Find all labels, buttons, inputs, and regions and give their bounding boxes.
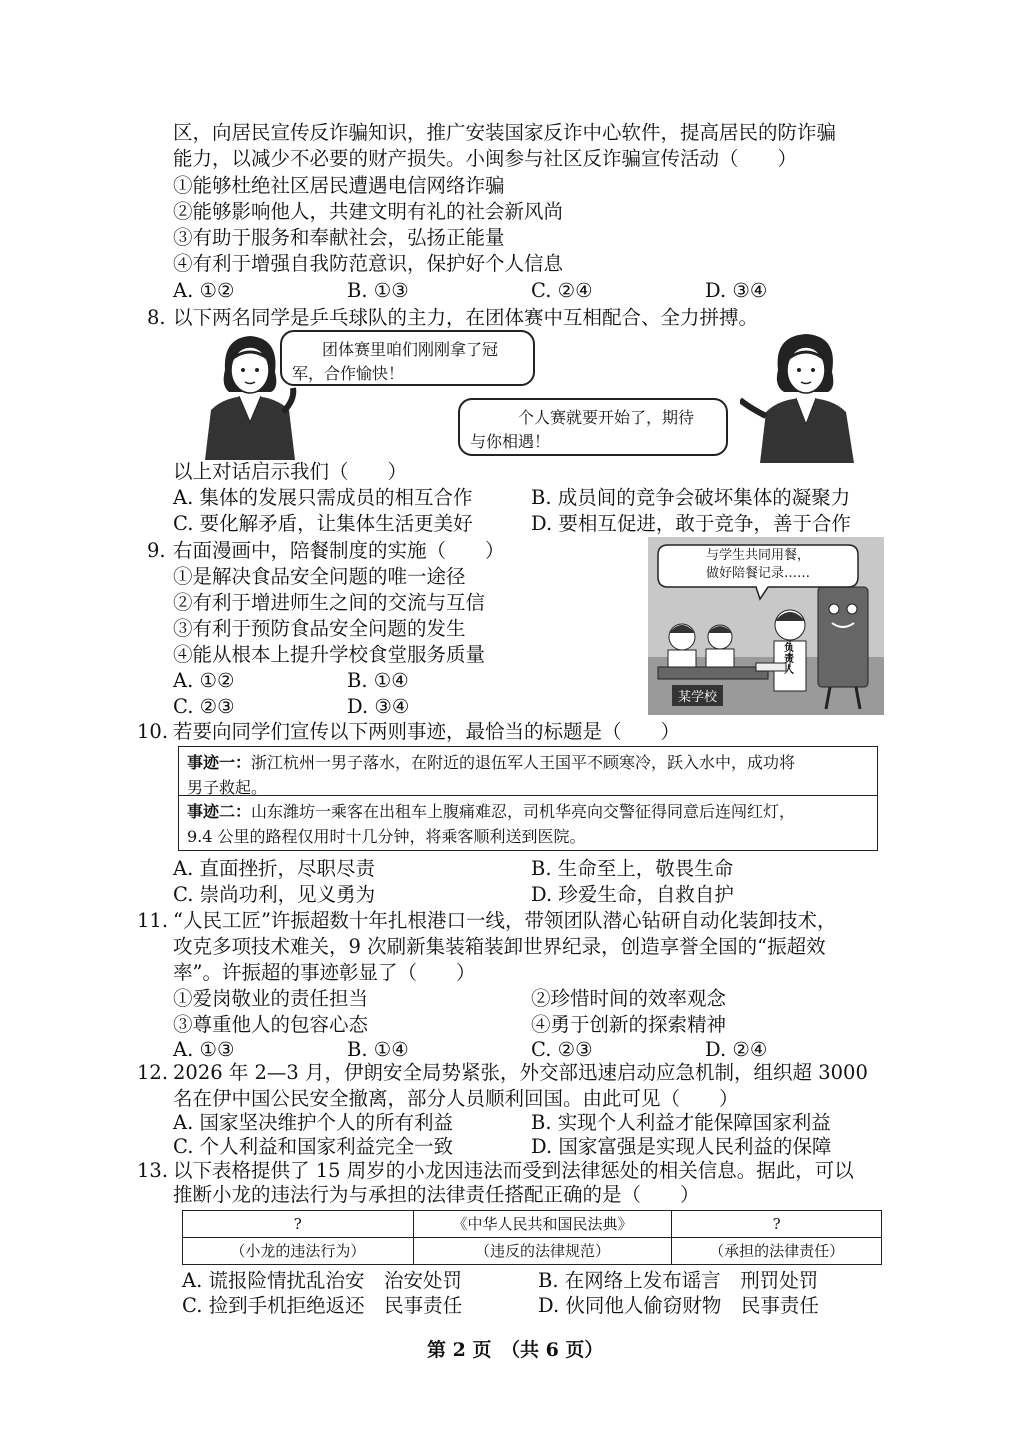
speech-bubble-left [280, 330, 535, 386]
q11-option-d: D. ②④ [705, 1038, 768, 1061]
q12-stem-line2: 名在伊中国公民安全撤离，部分人员顺利回国。由此可见（ ） [173, 1087, 739, 1110]
q12-option-d: D. 国家富强是实现人民利益的保障 [531, 1135, 832, 1158]
q13-option-a: A. 谎报险情扰乱治安 治安处罚 [182, 1269, 462, 1292]
q7-item-2: ②能够影响他人，共建文明有礼的社会新风尚 [173, 200, 564, 223]
cartoon-bubble-line1: 与学生共同用餐， [706, 548, 811, 563]
speech-bubble-right-line2: 与你相遇！ [470, 432, 551, 451]
q11-option-b: B. ①④ [347, 1038, 409, 1061]
q11-item-4: ④勇于创新的探索精神 [531, 1013, 727, 1036]
q12-option-c: C. 个人利益和国家利益完全一致 [173, 1135, 454, 1158]
q8-option-a: A. 集体的发展只需成员的相互合作 [173, 486, 473, 509]
q9-stem: 右面漫画中，陪餐制度的实施（ ） [173, 539, 505, 562]
story2-text-b: 9.4 公里的路程仅用时十几分钟，将乘客顺利送到医院。 [187, 827, 586, 846]
q8-number: 8. [147, 306, 166, 329]
q12-option-a: A. 国家坚决维护个人的所有利益 [173, 1111, 453, 1134]
table-cell: （违反的法律规范） [413, 1238, 672, 1265]
story2-label: 事迹二： [187, 802, 252, 821]
q10-stem: 若要向同学们宣传以下两则事迹，最恰当的标题是（ ） [173, 720, 681, 743]
story2-text-a: 山东潍坊一乘客在出租车上腹痛难忍，司机华亮向交警征得同意后连闯红灯， [251, 802, 796, 821]
table-row [183, 1211, 882, 1238]
q13-number: 13. [137, 1159, 169, 1182]
table-cell: （承担的法律责任） [672, 1238, 882, 1265]
q11-stem-line3: 率”。许振超的事迹彰显了（ ） [173, 961, 476, 984]
q8-option-b: B. 成员间的竞争会破坏集体的凝聚力 [531, 486, 851, 509]
q7-item-1: ①能够杜绝社区居民遭遇电信网络诈骗 [173, 174, 505, 197]
q9-item-4: ④能从根本上提升学校食堂服务质量 [173, 643, 486, 666]
q13-option-b: B. 在网络上发布谣言 刑罚处罚 [538, 1269, 819, 1292]
q9-number: 9. [147, 539, 166, 562]
story1-text-b: 男子救起。 [187, 778, 268, 797]
q10-number: 10. [137, 720, 169, 743]
q7-item-3: ③有助于服务和奉献社会，弘扬正能量 [173, 226, 505, 249]
table-cell: ? [183, 1211, 414, 1238]
q7-item-4: ④有利于增强自我防范意识，保护好个人信息 [173, 252, 564, 275]
q12-stem-line1: 2026 年 2—3 月，伊朗安全局势紧张，外交部迅速启动应急机制，组织超 3000 [173, 1061, 868, 1084]
q10-option-c: C. 崇尚功利，见义勇为 [173, 883, 376, 906]
q7-stem-line2: 能力，以减少不必要的财产损失。小闽参与社区反诈骗宣传活动（ ） [173, 147, 798, 170]
q9-option-b: B. ①④ [347, 669, 409, 692]
q9-item-1: ①是解决食品安全问题的唯一途径 [173, 565, 466, 588]
q11-item-3: ③尊重他人的包容心态 [173, 1013, 369, 1036]
q7-stem-line1: 区，向居民宣传反诈骗知识，推广安装国家反诈中心软件，提高居民的防诈骗 [173, 121, 837, 144]
q9-option-a: A. ①② [173, 669, 235, 692]
q13-option-c: C. 捡到手机拒绝返还 民事责任 [182, 1294, 463, 1317]
q8-stem: 以下两名同学是乒乓球队的主力，在团体赛中互相配合、全力拼搏。 [173, 306, 759, 329]
q11-option-a: A. ①③ [173, 1038, 235, 1061]
q13-info-table [182, 1210, 882, 1265]
q11-stem-line1: “人民工匠”许振超数十年扎根港口一线，带领团队潜心钻研自动化装卸技术， [173, 909, 837, 932]
story-box-2 [178, 795, 878, 851]
q10-option-a: A. 直面挫折，尽职尽责 [173, 857, 375, 880]
q7-option-d: D. ③④ [705, 279, 768, 302]
cartoon-tag: 负责人 [784, 643, 794, 676]
q8-prompt: 以上对话启示我们（ ） [173, 460, 408, 483]
table-cell: 《中华人民共和国民法典》 [413, 1211, 672, 1238]
q11-item-1: ①爱岗敬业的责任担当 [173, 987, 369, 1010]
q9-option-c: C. ②③ [173, 695, 235, 718]
story-box-1 [178, 746, 878, 796]
q9-item-2: ②有利于增进师生之间的交流与互信 [173, 591, 486, 614]
q11-item-2: ②珍惜时间的效率观念 [531, 987, 727, 1010]
speech-bubble-left-line2: 军，合作愉快！ [292, 364, 405, 383]
q12-option-b: B. 实现个人利益才能保障国家利益 [531, 1111, 831, 1134]
cartoon-bubble-line2: 做好陪餐记录…… [706, 566, 811, 581]
q13-stem-line2: 推断小龙的违法行为与承担的法律责任搭配正确的是（ ） [173, 1183, 700, 1206]
q10-option-b: B. 生命至上，敬畏生命 [531, 857, 734, 880]
q9-item-3: ③有利于预防食品安全问题的发生 [173, 617, 466, 640]
q13-option-d: D. 伙同他人偷窃财物 民事责任 [538, 1294, 819, 1317]
story1-label: 事迹一： [187, 753, 252, 772]
cafeteria-cartoon [648, 537, 884, 715]
story1-text-a: 浙江杭州一男子落水，在附近的退伍军人王国平不顾寒冷，跃入水中，成功将 [251, 753, 796, 772]
speech-bubble-right [458, 398, 728, 456]
table-cell: （小龙的违法行为） [183, 1238, 414, 1265]
q7-option-c: C. ②④ [531, 279, 593, 302]
table-cell: ? [672, 1211, 882, 1238]
table-row [183, 1238, 882, 1265]
q10-option-d: D. 珍爱生命，自救自护 [531, 883, 734, 906]
q8-option-d: D. 要相互促进，敢于竞争，善于合作 [531, 512, 851, 535]
q11-number: 11. [137, 909, 169, 932]
q8-option-c: C. 要化解矛盾，让集体生活更美好 [173, 512, 473, 535]
q7-option-a: A. ①② [173, 279, 235, 302]
speech-bubble-left-line1: 团体赛里咱们刚刚拿了冠 [322, 340, 499, 359]
q9-option-d: D. ③④ [347, 695, 410, 718]
page-footer: 第 2 页 （共 6 页） [427, 1339, 604, 1361]
speech-bubble-right-line1: 个人赛就要开始了，期待 [518, 408, 695, 427]
girl-right-illustration [740, 328, 860, 463]
q7-option-b: B. ①③ [347, 279, 409, 302]
q13-stem-line1: 以下表格提供了 15 周岁的小龙因违法而受到法律惩处的相关信息。据此，可以 [173, 1159, 854, 1182]
q11-stem-line2: 攻克多项技术难关，9 次刷新集装箱装卸世界纪录，创造享誉全国的“振超效 [173, 935, 826, 958]
q11-option-c: C. ②③ [531, 1038, 593, 1061]
q12-number: 12. [137, 1061, 169, 1084]
cartoon-school-sign: 某学校 [672, 685, 723, 706]
